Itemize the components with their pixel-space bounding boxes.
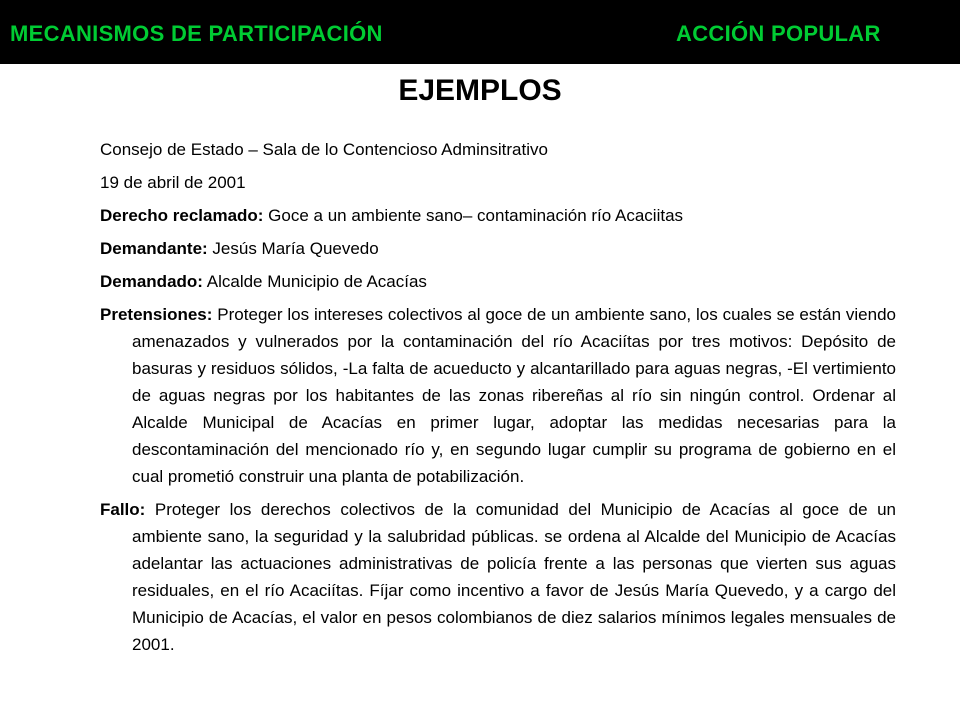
- field-value: Goce a un ambiente sano– contaminación río Acaciitas: [263, 206, 684, 225]
- pretensiones-text: Proteger los intereses colectivos al goce de un ambiente sano, los cuales se están viendo amenazados y vulnerados por la contaminación del río Acaciítas por tres motivos: Depósito de basuras y residuos sólidos, -La falta de acueducto y alcantarillado para aguas negras, -El vertimiento de aguas negras por los habitantes de las zonas ribereñas al río sin ningún control. Ordenar al Alcalde Municipal de Acacías en primer lugar, adoptar las medidas necesarias para la descontaminación del mencionado río y, en segundo lugar cumplir su programa de gobierno en el cual prometió construir una planta de potabilización.: [132, 305, 896, 486]
- field-derecho-reclamado: [100, 202, 896, 229]
- document-body: [100, 136, 896, 664]
- date: 19 de abril de 2001: [100, 173, 246, 192]
- header-left-title: MECANISMOS DE PARTICIPACIÓN: [10, 21, 383, 46]
- field-value: Jesús María Quevedo: [207, 239, 379, 258]
- court-name: Consejo de Estado – Sala de lo Contencioso Adminsitrativo: [100, 140, 548, 159]
- field-label: Demandado:: [100, 272, 203, 291]
- field-demandado: [100, 268, 896, 295]
- field-label: Derecho reclamado:: [100, 206, 264, 225]
- page-title: EJEMPLOS: [398, 74, 562, 107]
- header-right-title: ACCIÓN POPULAR: [676, 21, 881, 46]
- pretensiones-paragraph: [100, 301, 896, 490]
- fallo-label: Fallo:: [100, 500, 146, 519]
- header-bar: [0, 0, 960, 64]
- field-label: Demandante:: [100, 239, 208, 258]
- field-demandante: [100, 235, 896, 262]
- fallo-text: Proteger los derechos colectivos de la comunidad del Municipio de Acacías al goce de un ambiente sano, la seguridad y la salubridad públicas. se ordena al Alcalde del Municipio de Acacías adelantar las actuaciones administrativas de policía frente a las personas que vierten sus aguas residuales, en el río Acaciítas. Fíjar como incentivo a favor de Jesús María Quevedo, y a cargo del Municipio de Acacías, el valor en pesos colombianos de diez salarios mínimos legales mensuales de 2001.: [132, 500, 896, 654]
- field-value: Alcalde Municipio de Acacías: [202, 272, 427, 291]
- pretensiones-label: Pretensiones:: [100, 305, 213, 324]
- fallo-paragraph: [100, 496, 896, 658]
